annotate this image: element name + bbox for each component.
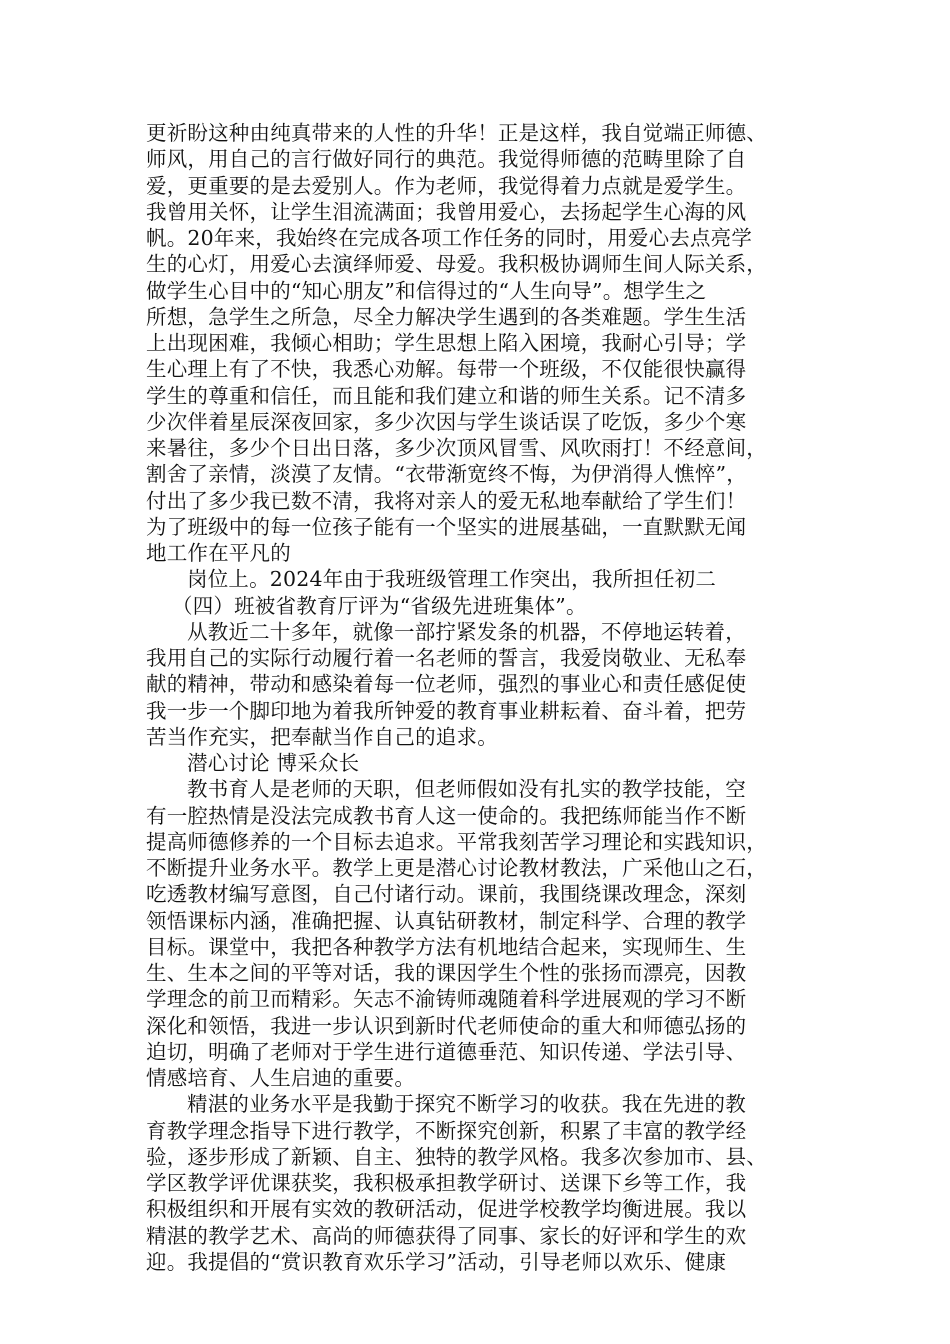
text-line: 苦当作充实，把奉献当作自己的追求。 — [146, 724, 498, 749]
text-line: 做学生心目中的“知心朋友”和信得过的“人生向导”。想学生之 — [146, 278, 707, 303]
text-line: 地工作在平凡的 — [146, 541, 291, 565]
text-line: 有一腔热情是没法完成教书育人这一使命的。我把练师能当作不断 — [146, 803, 747, 828]
text-line: 生、生本之间的平等对话，我的课因学生个性的张扬而漂亮，因教 — [146, 961, 747, 985]
text-line: 教书育人是老师的天职，但老师假如没有扎实的教学技能，空 — [187, 777, 746, 802]
text-line: 爱，更重要的是去爱别人。作为老师，我觉得着力点就是爱学生。 — [146, 173, 747, 198]
text-line: 验，逐步形成了新颖、自主、独特的教学风格。我多次参加市、县、 — [146, 1144, 767, 1169]
text-line: 目标。课堂中，我把各种教学方法有机地结合起来，实现师生、生 — [146, 934, 747, 959]
text-line: 生的心灯，用爱心去演绎师爱、母爱。我积极协调师生间人际关系， — [146, 252, 767, 277]
text-line: 深化和领悟，我进一步认识到新时代老师使命的重大和师德弘扬的 — [146, 1013, 747, 1038]
text-line: 情感培育、人生启迪的重要。 — [146, 1066, 416, 1090]
text-line: 育教学理念指导下进行教学，不断探究创新，积累了丰富的教学经 — [146, 1118, 747, 1143]
text-line: 少次伴着星辰深夜回家，多少次因与学生谈话误了吃饭，多少个寒 — [146, 409, 747, 434]
text-line: 学理念的前卫而精彩。矢志不渝铸师魂随着科学进展观的学习不断 — [146, 987, 747, 1012]
text-line: 从教近二十多年，就像一部拧紧发条的机器，不停地运转着， — [187, 619, 746, 644]
text-line: 学区教学评优课获奖，我积极承担教学研讨、送课下乡等工作，我 — [146, 1171, 747, 1195]
document-body — [146, 120, 812, 1275]
text-line: 割舍了亲情，淡漠了友情。“衣带渐宽终不悔，为伊消得人憔悴”， — [146, 462, 747, 487]
text-line: 我一步一个脚印地为着我所钟爱的教育事业耕耘着、奋斗着，把劳 — [146, 698, 747, 723]
text-line: 迎。我提倡的“赏识教育欢乐学习”活动，引导老师以欢乐、健康 — [146, 1249, 727, 1274]
text-line: 不断提升业务水平。教学上更是潜心讨论教材教法，广采他山之石， — [146, 856, 767, 880]
text-line: 上出现困难，我倾心相助；学生思想上陷入困境，我耐心引导；学 — [146, 331, 747, 355]
text-line: 生心理上有了不快，我悉心劝解。每带一个班级，不仅能很快赢得 — [146, 357, 747, 382]
section-heading: 潜心讨论 博采众长 — [187, 751, 360, 775]
text-line: 献的精神，带动和感染着每一位老师，强烈的事业心和责任感促使 — [146, 672, 747, 697]
text-line: 迫切，明确了老师对于学生进行道德垂范、知识传递、学法引导、 — [146, 1039, 747, 1064]
text-line: 积极组织和开展有实效的教研活动，促进学校教学均衡进展。我以 — [146, 1197, 747, 1222]
text-line: 来暑往，多少个日出日落，多少次顶风冒雪、风吹雨打！不经意间， — [146, 436, 767, 460]
text-line: （四）班被省教育厅评为“省级先进班集体”。 — [172, 593, 587, 618]
text-line: 精湛的教学艺术、高尚的师德获得了同事、家长的好评和学生的欢 — [146, 1223, 747, 1248]
text-line: 为了班级中的每一位孩子能有一个坚实的进展基础，一直默默无闻 — [146, 514, 747, 539]
text-line: 帆。20年来，我始终在完成各项工作任务的同时，用爱心去点亮学 — [146, 226, 753, 250]
text-line: 所想，急学生之所急，尽全力解决学生遇到的各类难题。学生生活 — [146, 304, 747, 329]
text-line: 学生的尊重和信任，而且能和我们建立和谐的师生关系。记不清多 — [146, 383, 747, 408]
text-line: 精湛的业务水平是我勤于探究不断学习的收获。我在先进的教 — [187, 1092, 746, 1117]
text-line: 吃透教材编写意图，自己付诸行动。课前，我围绕课改理念，深刻 — [146, 882, 747, 907]
text-line: 我曾用关怀，让学生泪流满面；我曾用爱心，去扬起学生心海的风 — [146, 199, 747, 224]
text-line: 岗位上。2024年由于我班级管理工作突出，我所担任初二 — [187, 567, 717, 592]
text-line: 我用自己的实际行动履行着一名老师的誓言，我爱岗敬业、无私奉 — [146, 646, 747, 670]
text-line: 更祈盼这种由纯真带来的人性的升华！正是这样，我自觉端正师德、 — [146, 121, 767, 145]
text-line: 领悟课标内涵，准确把握、认真钻研教材，制定科学、合理的教学 — [146, 908, 747, 933]
text-line: 付出了多少我已数不清，我将对亲人的爱无私地奉献给了学生们！ — [146, 488, 747, 513]
text-line: 提高师德修养的一个目标去追求。平常我刻苦学习理论和实践知识， — [146, 829, 767, 854]
text-line: 师风，用自己的言行做好同行的典范。我觉得师德的范畴里除了自 — [146, 147, 747, 172]
